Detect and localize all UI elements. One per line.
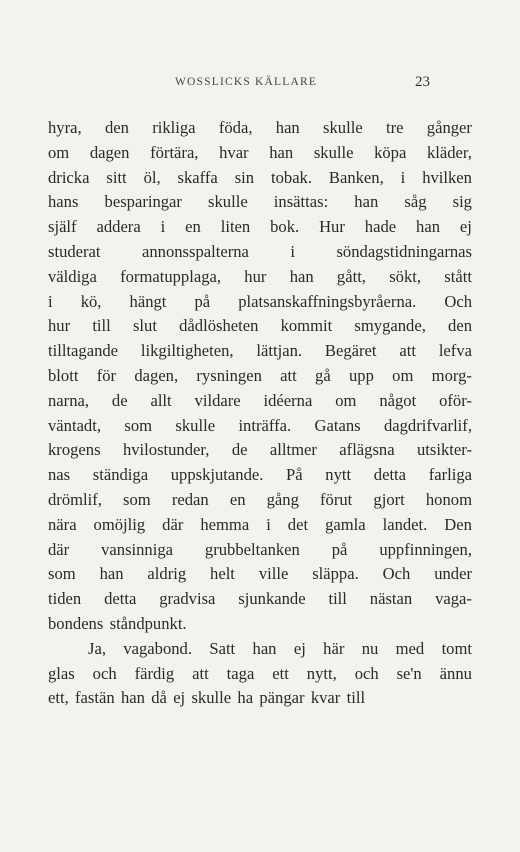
word: gradvisa: [159, 589, 216, 609]
word: han: [120, 688, 145, 708]
word: drömlif,: [48, 489, 102, 509]
word: och: [92, 663, 117, 683]
word: i: [290, 241, 295, 261]
word: insättas:: [273, 192, 329, 212]
word: omöjlig: [93, 514, 146, 534]
word: Hur: [319, 217, 345, 237]
word: såg: [404, 192, 427, 212]
word: han: [252, 638, 277, 658]
word: en: [185, 217, 201, 237]
word: se'n: [396, 663, 422, 683]
word: han: [99, 564, 124, 584]
word: grubbeltanken: [204, 539, 300, 559]
text-line: [48, 116, 472, 141]
text-line: [48, 240, 472, 265]
word: uppskjutande.: [170, 465, 264, 485]
word: formatupplaga,: [120, 266, 222, 286]
word: väldiga: [48, 266, 97, 286]
word: i: [160, 217, 166, 237]
word: ännu: [439, 663, 472, 683]
word: föda,: [218, 118, 253, 137]
word: gått,: [336, 266, 366, 286]
word: hur: [48, 316, 71, 336]
word: sin: [234, 167, 255, 187]
word: hängt: [129, 291, 167, 311]
word: idéerna: [263, 390, 313, 410]
word: som: [123, 489, 151, 509]
word: vagabond.: [123, 638, 192, 658]
word: väntadt,: [48, 415, 101, 435]
text-line: [48, 215, 472, 240]
word: glas: [48, 663, 75, 683]
word: i: [266, 514, 271, 534]
word: dagen: [89, 142, 130, 162]
text-line: [48, 389, 472, 414]
word: ej: [173, 688, 186, 708]
word: ett: [272, 663, 289, 683]
word: uppfinningen,: [379, 539, 472, 559]
word: rikliga: [152, 118, 196, 137]
word: de: [231, 440, 248, 460]
text-line: [48, 141, 472, 166]
word: redan: [171, 489, 209, 509]
text-line: [48, 166, 472, 191]
word: tiden: [48, 589, 82, 609]
word: som: [124, 415, 153, 435]
word: annonsspalterna: [142, 241, 249, 261]
word: inträffa.: [238, 415, 292, 435]
word: sitt: [106, 167, 127, 187]
word: smygande,: [354, 316, 426, 336]
word: hvilostunder,: [122, 440, 210, 460]
word: dagdrifvarlif,: [383, 415, 472, 435]
text-line: [48, 513, 472, 538]
word: under: [434, 564, 472, 584]
word: gå: [315, 365, 331, 385]
word: vildare: [194, 390, 241, 410]
word: upp: [348, 365, 374, 385]
text-line: [48, 488, 472, 513]
word: hvar: [219, 142, 249, 162]
word: vansinniga: [101, 539, 174, 559]
word: hur: [244, 266, 267, 286]
word: tobak.: [270, 167, 312, 187]
word: nytt: [325, 465, 352, 485]
word: detta: [104, 589, 137, 609]
word: tilltagande: [48, 341, 119, 361]
word: Ja,: [88, 638, 106, 658]
word: På: [286, 465, 303, 485]
word: som: [48, 564, 76, 584]
word: förut: [320, 489, 353, 509]
word: hyra,: [48, 118, 82, 137]
word: där: [48, 539, 70, 559]
word: aflägsna: [339, 440, 395, 460]
word: något: [379, 390, 417, 410]
word: lefva: [438, 341, 472, 361]
word: hade: [364, 217, 397, 237]
word: fastän: [75, 688, 115, 708]
word: söndagstidningarnas: [336, 241, 472, 261]
word: ståndpunkt.: [109, 613, 187, 633]
word: den: [104, 118, 129, 137]
word: taga: [226, 663, 255, 683]
text-line: [48, 562, 472, 587]
word: skulle: [208, 192, 248, 212]
text-line: [48, 265, 472, 290]
word: till: [346, 688, 366, 708]
word: ständiga: [92, 465, 149, 485]
word: skaffa: [177, 167, 218, 187]
word: kläder,: [426, 142, 472, 162]
word: han: [289, 266, 314, 286]
word: han: [275, 118, 300, 137]
text-line: [48, 686, 472, 711]
word: Gatans: [314, 415, 361, 435]
word: dricka: [48, 167, 90, 187]
word: hvilken: [422, 167, 472, 187]
text-line: [48, 463, 472, 488]
text-line: [48, 538, 472, 563]
word: skulle: [323, 118, 363, 137]
word: gjort: [373, 489, 405, 509]
text-line: [48, 339, 472, 364]
word: lättjan.: [256, 341, 303, 361]
word: stått: [444, 266, 472, 286]
running-head: [0, 76, 520, 96]
word: färdig: [134, 663, 175, 683]
word: slut: [132, 316, 157, 336]
word: gång: [266, 489, 299, 509]
word: att: [192, 663, 209, 683]
word: utsikter-: [417, 440, 472, 460]
word: rysningen: [196, 365, 262, 385]
word: Satt: [209, 638, 236, 658]
word: skulle: [191, 688, 232, 708]
word: tre: [385, 118, 404, 137]
word: allt: [150, 390, 172, 410]
word: hans: [48, 192, 79, 212]
word: narna,: [48, 390, 89, 410]
word: gamla: [325, 514, 366, 534]
word: tomt: [441, 638, 472, 658]
word: då: [151, 688, 167, 708]
word: köpa: [374, 142, 407, 162]
word: Och: [382, 564, 411, 584]
word: ej: [459, 217, 472, 237]
word: om: [48, 142, 70, 162]
word: ej: [293, 638, 306, 658]
word: landet.: [382, 514, 428, 534]
word: ville: [258, 564, 289, 584]
word: öl,: [143, 167, 161, 187]
body-text: [48, 116, 472, 711]
running-title: WOSSLICKS KÄLLARE: [175, 76, 318, 88]
word: nu: [361, 638, 379, 658]
word: helt: [210, 564, 235, 584]
word: han: [416, 217, 440, 237]
text-line: [48, 190, 472, 215]
word: gånger: [426, 118, 472, 137]
word: hemma: [200, 514, 250, 534]
word: vaga-: [435, 589, 472, 609]
word: på: [331, 539, 348, 559]
word: kvar: [310, 688, 341, 708]
page-number: 23: [415, 74, 430, 90]
text-line: [48, 364, 472, 389]
word: på: [194, 291, 211, 311]
word: platsanskaffningsbyråerna.: [238, 291, 417, 311]
word: där: [162, 514, 184, 534]
text-line: [48, 662, 472, 687]
text-line: [48, 290, 472, 315]
word: här: [323, 638, 345, 658]
word: morg-: [431, 365, 472, 385]
word: likgiltigheten,: [140, 341, 234, 361]
word: nära: [48, 514, 77, 534]
word: honom: [425, 489, 472, 509]
word: blott: [48, 365, 79, 385]
word: kö,: [80, 291, 102, 311]
text-line: [48, 587, 472, 612]
word: att: [280, 365, 297, 385]
word: nytt,: [306, 663, 337, 683]
word: besparingar: [104, 192, 182, 212]
word: oför-: [439, 390, 472, 410]
word: det: [287, 514, 309, 534]
word: nästan: [369, 589, 413, 609]
word: han: [354, 192, 379, 212]
word: dagen,: [134, 365, 179, 385]
word: för: [96, 365, 117, 385]
word: pängar: [259, 688, 305, 708]
word: till: [328, 589, 347, 609]
word: med: [395, 638, 425, 658]
word: liten: [220, 217, 251, 237]
word: nas: [48, 465, 71, 485]
word: i: [400, 167, 406, 187]
word: sökt,: [389, 266, 422, 286]
word: sig: [452, 192, 472, 212]
word: aldrig: [147, 564, 187, 584]
word: en: [229, 489, 246, 509]
word: den: [448, 316, 472, 336]
word: till: [92, 316, 111, 336]
word: skulle: [313, 142, 354, 162]
text-line: [48, 612, 472, 637]
word: om: [335, 390, 357, 410]
word: bok.: [270, 217, 300, 237]
text-line: [48, 314, 472, 339]
word: ha: [237, 688, 254, 708]
word: i: [48, 291, 53, 311]
word: Begäret: [324, 341, 377, 361]
text-line: [48, 414, 472, 439]
text-line: [48, 637, 472, 662]
word: addera: [96, 217, 141, 237]
word: detta: [373, 465, 407, 485]
word: sjunkande: [238, 589, 306, 609]
word: Banken,: [328, 167, 384, 187]
word: själf: [48, 217, 77, 237]
word: dådlösheten: [179, 316, 259, 336]
word: krogens: [48, 440, 101, 460]
word: skulle: [175, 415, 216, 435]
word: de: [111, 390, 128, 410]
word: om: [392, 365, 414, 385]
word: ett,: [48, 688, 69, 708]
word: han: [269, 142, 294, 162]
word: alltmer: [269, 440, 317, 460]
word: kommit: [280, 316, 333, 336]
word: och: [354, 663, 379, 683]
word: släppa.: [312, 564, 359, 584]
word: att: [399, 341, 416, 361]
word: förtära,: [150, 142, 199, 162]
word: Den: [444, 514, 472, 534]
word: studerat: [48, 241, 101, 261]
text-line: [48, 438, 472, 463]
word: farliga: [428, 465, 472, 485]
word: bondens: [48, 613, 104, 633]
word: Och: [444, 291, 472, 311]
